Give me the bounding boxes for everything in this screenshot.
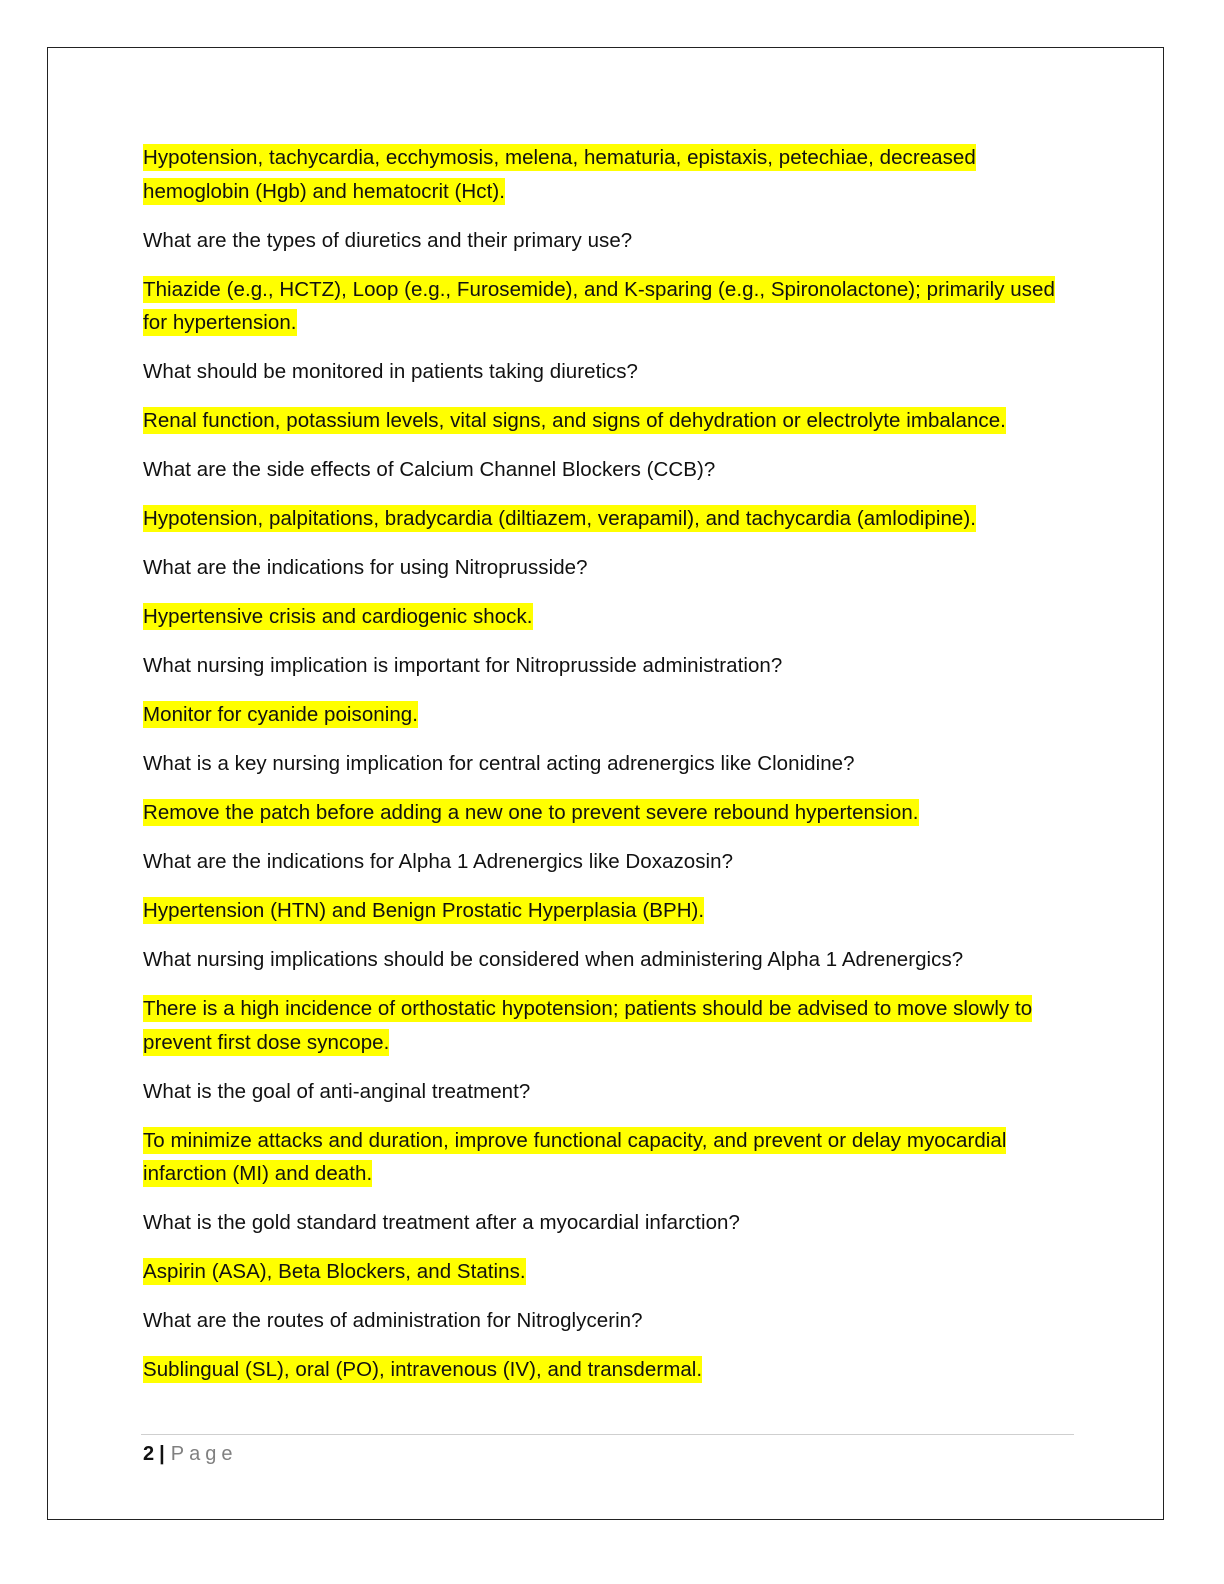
- highlighted-answer-text: Sublingual (SL), oral (PO), intravenous (IV), and transdermal.: [143, 1358, 703, 1381]
- highlighted-answer-text: To minimize attacks and duration, improve functional capacity, and prevent or delay myocardial infarction (MI) and death.: [143, 1128, 1007, 1185]
- question-paragraph: What are the indications for Alpha 1 Adrenergics like Doxazosin?: [143, 850, 734, 873]
- page-label: Page: [170, 1443, 238, 1465]
- highlighted-answer-text: Hypertensive crisis and cardiogenic shock.: [143, 605, 533, 628]
- highlighted-answer-text: Hypotension, palpitations, bradycardia (diltiazem, verapamil), and tachycardia (amlodipine).: [143, 507, 976, 530]
- question-paragraph: What is a key nursing implication for central acting adrenergics like Clonidine?: [143, 752, 855, 775]
- answer-paragraph: [143, 273, 1078, 340]
- answer-paragraph: [143, 141, 1078, 208]
- answer-paragraph: [143, 796, 1078, 830]
- answer-paragraph: [143, 992, 1078, 1059]
- answer-paragraph: [143, 404, 1078, 438]
- answer-paragraph: [143, 1124, 1078, 1191]
- answer-paragraph: [143, 1255, 1078, 1289]
- question-paragraph: What nursing implications should be considered when administering Alpha 1 Adrenergics?: [143, 948, 964, 971]
- footer-divider: [141, 1434, 1074, 1435]
- highlighted-answer-text: Monitor for cyanide poisoning.: [143, 703, 418, 726]
- highlighted-answer-text: Aspirin (ASA), Beta Blockers, and Statins.: [143, 1260, 526, 1283]
- question-paragraph: What should be monitored in patients taking diuretics?: [143, 360, 638, 383]
- answer-paragraph: [143, 502, 1078, 536]
- page-number: 2: [143, 1443, 155, 1465]
- highlighted-answer-text: Thiazide (e.g., HCTZ), Loop (e.g., Furosemide), and K-sparing (e.g., Spironolactone); primarily used for hypertension.: [143, 277, 1055, 334]
- highlighted-answer-text: There is a high incidence of orthostatic hypotension; patients should be advised to move slowly to prevent first dose syncope.: [143, 997, 1033, 1054]
- question-paragraph: What are the side effects of Calcium Channel Blockers (CCB)?: [143, 458, 716, 481]
- highlighted-answer-text: Hypertension (HTN) and Benign Prostatic Hyperplasia (BPH).: [143, 899, 705, 922]
- footer-separator: |: [159, 1443, 165, 1465]
- highlighted-answer-text: Renal function, potassium levels, vital signs, and signs of dehydration or electrolyte imbalance.: [143, 409, 1006, 432]
- highlighted-answer-text: Hypotension, tachycardia, ecchymosis, melena, hematuria, epistaxis, petechiae, decreased hemoglobin (Hgb) and hematocrit (Hct).: [143, 146, 976, 203]
- answer-paragraph: [143, 1353, 1078, 1387]
- question-paragraph: What are the routes of administration for Nitroglycerin?: [143, 1309, 643, 1332]
- question-paragraph: What is the gold standard treatment after a myocardial infarction?: [143, 1211, 740, 1234]
- answer-paragraph: [143, 600, 1078, 634]
- question-paragraph: What are the indications for using Nitroprusside?: [143, 556, 588, 579]
- answer-paragraph: [143, 894, 1078, 928]
- answer-paragraph: [143, 698, 1078, 732]
- question-paragraph: What are the types of diuretics and their primary use?: [143, 228, 633, 252]
- document-body: [143, 141, 1078, 1402]
- question-paragraph: What nursing implication is important for Nitroprusside administration?: [143, 654, 783, 677]
- highlighted-answer-text: Remove the patch before adding a new one to prevent severe rebound hypertension.: [143, 801, 919, 824]
- question-paragraph: What is the goal of anti-anginal treatment?: [143, 1079, 531, 1103]
- page-footer: [143, 1441, 237, 1467]
